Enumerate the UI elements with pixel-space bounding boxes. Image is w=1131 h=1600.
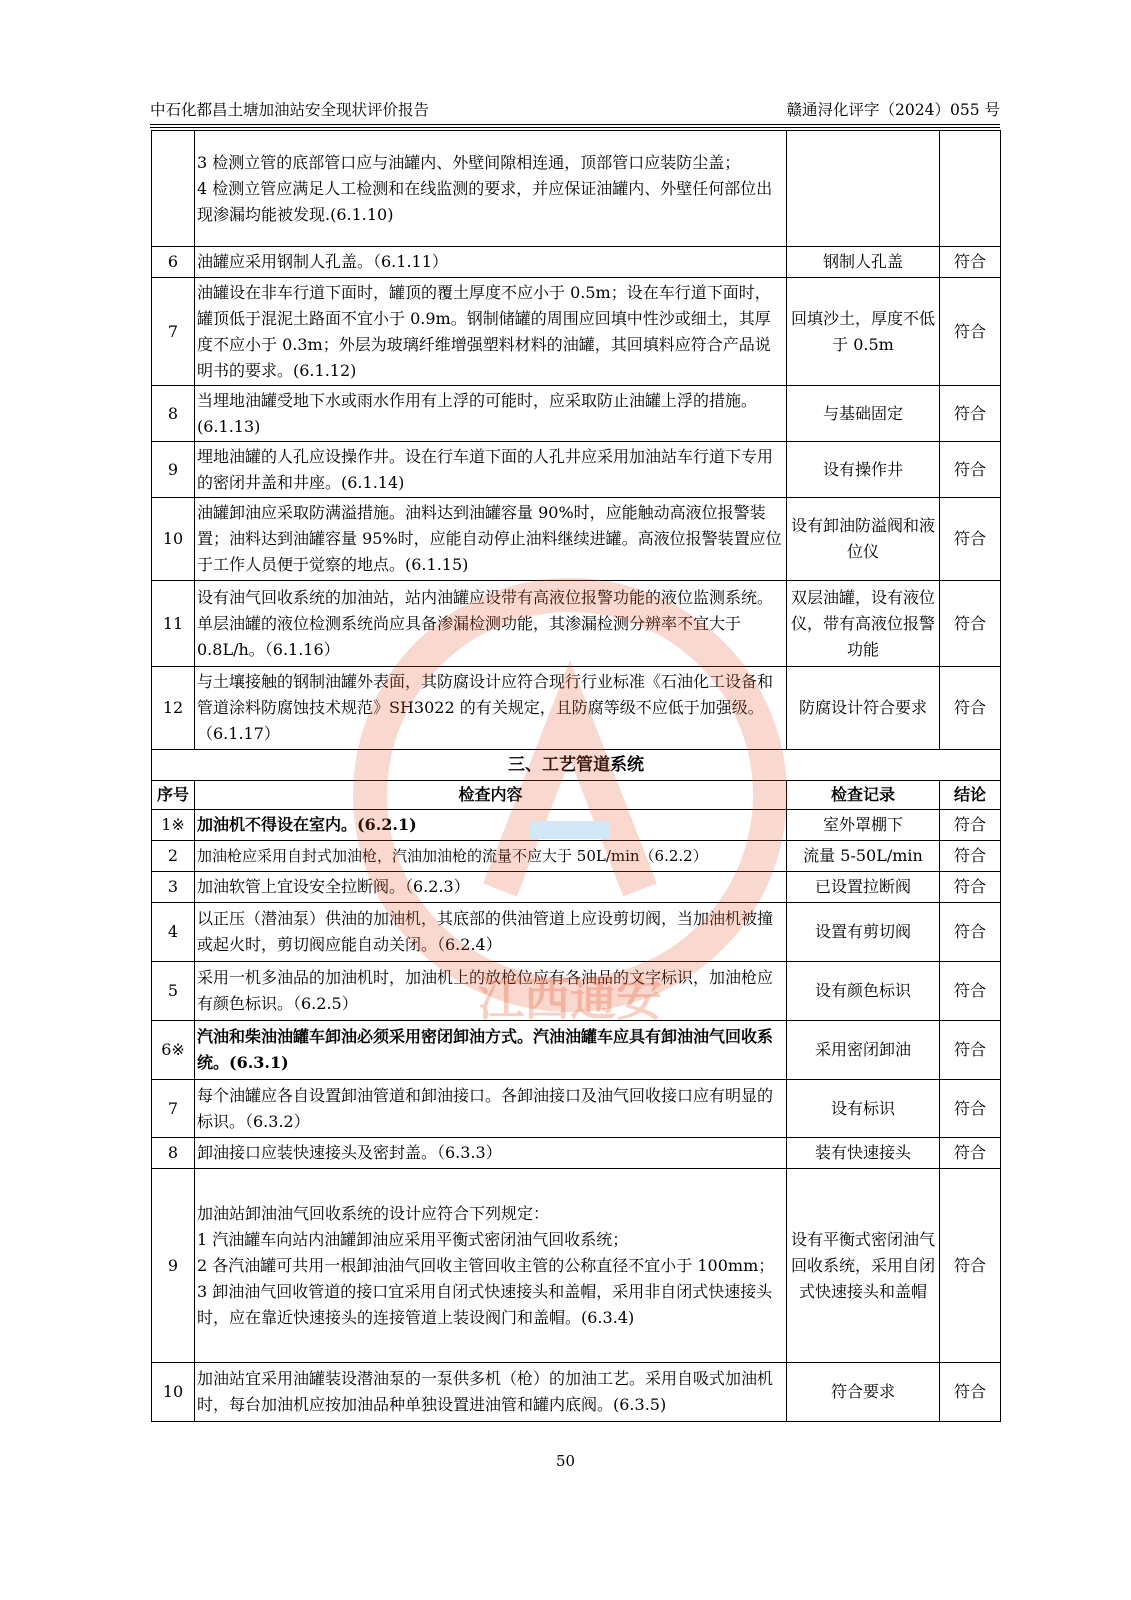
- table-row: 4 以正压（潜油泵）供油的加油机，其底部的供油管道上应设剪切阀，当加油机被撞或起火时，剪切阀应能自动关闭。（6.2.4） 设置有剪切阀 符合: [152, 903, 1001, 962]
- table-row: 6 油罐应采用钢制人孔盖。（6.1.11） 钢制人孔盖 符合: [152, 247, 1001, 278]
- report-title: 中石化都昌土塘加油站安全现状评价报告: [150, 101, 430, 119]
- table-row: 9 埋地油罐的人孔应设操作井。设在行车道下面的人孔井应采用加油站车行道下专用的密闭井盖和井座。(6.1.14) 设有操作井 符合: [152, 442, 1001, 498]
- continuation-content: 3 检测立管的底部管口应与油罐内、外壁间隙相连通，顶部管口应装防尘盖； 4 检测立管应满足人工检测和在线监测的要求，并应保证油罐内、外壁任何部位出现渗漏均能被发现.(6.1.10): [195, 131, 787, 247]
- page-number: 50: [555, 1452, 576, 1470]
- watermark-text: 江西通安: [478, 972, 662, 1026]
- table-row: 6※ 汽油和柴油油罐车卸油必须采用密闭卸油方式。汽油油罐车应具有卸油油气回收系统。(6.3.1) 采用密闭卸油 符合: [152, 1021, 1001, 1080]
- table-row: 7 油罐设在非车行道下面时，罐顶的覆土厚度不应小于 0.5m；设在车行道下面时，罐顶低于混泥土路面不宜小于 0.9m。钢制储罐的周围应回填中性沙或细土，其厚度不应小于 0.3m；外层为玻璃纤维增强塑料材料的油罐，其回填料应符合产品说明书的要求。(6.1.12) 回填沙土，厚度不低于 0.5m 符合: [152, 278, 1001, 386]
- table-row: 12 与土壤接触的钢制油罐外表面，其防腐设计应符合现行行业标准《石油化工设备和管道涂料防腐蚀技术规范》SH3022 的有关规定，且防腐等级不应低于加强级。（6.1.17） 防腐设计符合要求 符合: [152, 667, 1001, 750]
- table-row: 11 设有油气回收系统的加油站，站内油罐应设带有高液位报警功能的液位监测系统。单层油罐的液位检测系统尚应具备渗漏检测功能，其渗漏检测分辨率不宜大于 0.8L/h。（6.1.16） 双层油罐，设有液位仪，带有高液位报警功能 符合: [152, 581, 1001, 667]
- inspection-table: [151, 130, 1001, 1422]
- page-header: [150, 98, 1000, 122]
- col-record-header: 检查记录: [787, 781, 940, 810]
- table-row: 9 加油站卸油油气回收系统的设计应符合下列规定： 1 汽油罐车向站内油罐卸油应采用平衡式密闭油气回收系统； 2 各汽油罐可共用一根卸油油气回收主管回收主管的公称直径不宜小于 100mm； 3 卸油油气回收管道的接口宜采用自闭式快速接头和盖帽，采用非自闭式快速接头时，应在靠近快速接头的连接管道上装设阀门和盖帽。(6.3.4) 设有平衡式密闭油气回收系统，采用自闭式快速接头和盖帽 符合: [152, 1169, 1001, 1363]
- header-rule-thin: [150, 124, 1000, 125]
- col-no-header: 序号: [152, 781, 195, 810]
- section-title: 三、工艺管道系统: [152, 750, 1001, 781]
- report-number: 赣通浔化评字（2024）055 号: [786, 101, 1000, 119]
- header-rule-thick: [150, 127, 1000, 128]
- table-row: 8 当埋地油罐受地下水或雨水作用有上浮的可能时，应采取防止油罐上浮的措施。(6.1.13) 与基础固定 符合: [152, 386, 1001, 442]
- table-row: 5 采用一机多油品的加油机时，加油机上的放枪位应有各油品的文字标识，加油枪应有颜色标识。（6.2.5） 设有颜色标识 符合: [152, 962, 1001, 1021]
- table-row: 2 加油枪应采用自封式加油枪，汽油加油枪的流量不应大于 50L/min（6.2.2） 流量 5-50L/min 符合: [152, 841, 1001, 872]
- column-header-row: [152, 781, 1001, 810]
- table-row: [152, 131, 1001, 247]
- col-content-header: 检查内容: [195, 781, 787, 810]
- col-result-header: 结论: [940, 781, 1001, 810]
- table-row: 10 加油站宜采用油罐装设潜油泵的一泵供多机（枪）的加油工艺。采用自吸式加油机时，每台加油机应按加油品种单独设置进油管和罐内底阀。(6.3.5) 符合要求 符合: [152, 1363, 1001, 1422]
- section-heading-row: [152, 750, 1001, 781]
- table-row: 10 油罐卸油应采取防满溢措施。油料达到油罐容量 90%时，应能触动高液位报警装置；油料达到油罐容量 95%时，应能自动停止油料继续进罐。高液位报警装置应位于工作人员便于觉察的地点。(6.1.15) 设有卸油防溢阀和液位仪 符合: [152, 498, 1001, 581]
- table-row: 7 每个油罐应各自设置卸油管道和卸油接口。各卸油接口及油气回收接口应有明显的标识。（6.3.2） 设有标识 符合: [152, 1080, 1001, 1138]
- table-row: 1※ 加油机不得设在室内。(6.2.1) 室外罩棚下 符合: [152, 810, 1001, 841]
- table-row: 8 卸油接口应装快速接头及密封盖。（6.3.3） 装有快速接头 符合: [152, 1138, 1001, 1169]
- table-row: 3 加油软管上宜设安全拉断阀。（6.2.3） 已设置拉断阀 符合: [152, 872, 1001, 903]
